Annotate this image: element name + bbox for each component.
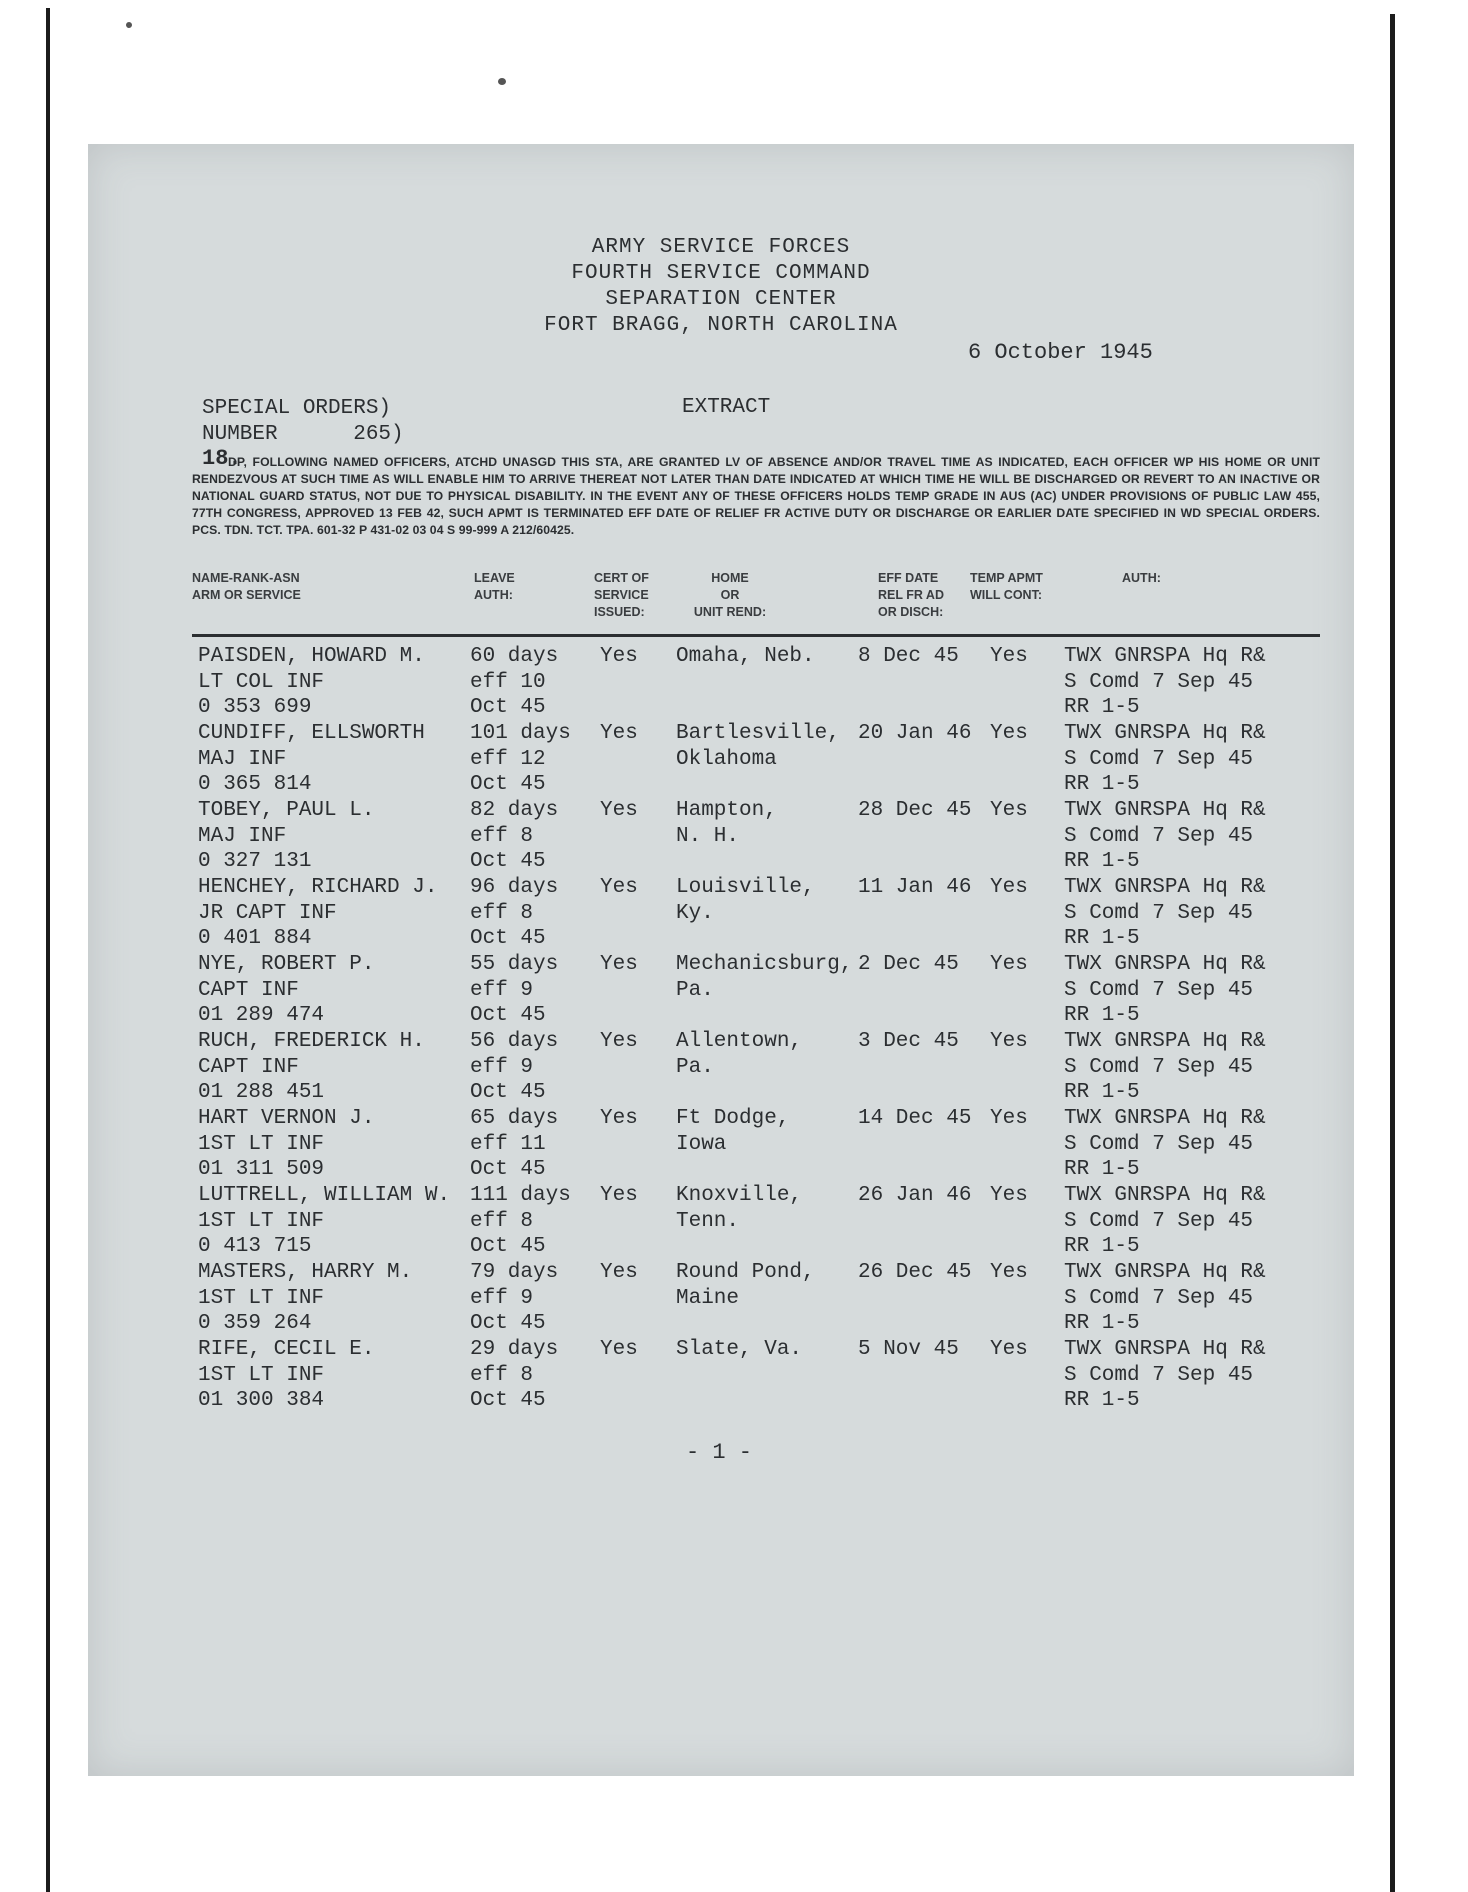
eff-date-cell: 28 Dec 45: [858, 799, 972, 822]
eff-date-cell: 8 Dec 45: [858, 645, 959, 668]
paragraph-text: DP, FOLLOWING NAMED OFFICERS, ATCHD UNASGD THIS STA, ARE GRANTED LV OF ABSENCE AND/OR TRAVEL TIME AS INDICATED, EACH OFFICER WP HIS HOME OR UNIT RENDEZVOUS AT SUCH TIME AS WILL ENABLE HIM TO ARRIVE THEREAT NOT LATER THAN DATE INDICATED AT WHICH TIME HE WILL BE DISCHARGED OR REVERT TO AN INACTIVE OR NATIONAL GUARD STATUS, NOT DUE TO PHYSICAL DISABILITY. IN THE EVENT ANY OF THESE OFFICERS HOLDS TEMP GRADE IN AUS (AC) UNDER PROVISIONS OF PUBLIC LAW 455, 77TH CONGRESS, APPROVED 13 FEB 42, SUCH APMT IS TERMINATED EFF DATE OF RELIEF FR ACTIVE DUTY OR DISCHARGE OR EARLIER DATE SPECIFIED IN WD SPECIAL ORDERS. PCS. TDN. TCT. TPA. 601-32 P 431-02 03 04 S 99-999 A 212/60425.: [192, 455, 1320, 537]
temp-apmt-cell: Yes: [990, 1338, 1028, 1361]
table-row: [88, 952, 1354, 1029]
officer-name-cell: RIFE, CECIL E. 1ST LT INF 01 300 384: [198, 1338, 375, 1413]
eff-date-cell: 11 Jan 46: [858, 876, 972, 899]
officer-name-cell: CUNDIFF, ELLSWORTH MAJ INF 0 365 814: [198, 722, 425, 797]
home-cell: Slate, Va.: [676, 1338, 803, 1361]
eff-date-cell: 3 Dec 45: [858, 1030, 959, 1053]
auth-cell: TWX GNRSPA Hq R& S Comd 7 Sep 45 RR 1-5: [1064, 722, 1266, 797]
table-row: [88, 798, 1354, 875]
table-row: [88, 1260, 1354, 1337]
home-cell: Louisville, Ky.: [676, 876, 815, 925]
temp-apmt-cell: Yes: [990, 1030, 1028, 1053]
header-line: FORT BRAGG, NORTH CAROLINA: [544, 314, 898, 337]
cert-cell: Yes: [600, 799, 638, 822]
officer-name-cell: RUCH, FREDERICK H. CAPT INF 01 288 451: [198, 1030, 425, 1105]
home-cell: Omaha, Neb.: [676, 645, 815, 668]
column-header-eff-date: EFF DATE REL FR AD OR DISCH:: [878, 571, 944, 619]
leave-cell: 65 days eff 11 Oct 45: [470, 1107, 559, 1182]
binder-edge-right: [1390, 14, 1395, 1892]
special-orders-label: SPECIAL ORDERS): [202, 397, 392, 420]
column-header-cert: CERT OF SERVICE ISSUED:: [594, 571, 649, 619]
eff-date-cell: 2 Dec 45: [858, 953, 959, 976]
cert-cell: Yes: [600, 876, 638, 899]
table-row: [88, 721, 1354, 798]
leave-cell: 111 days eff 8 Oct 45: [470, 1184, 571, 1259]
leave-cell: 29 days eff 8 Oct 45: [470, 1338, 559, 1413]
binder-edge-left: [46, 8, 50, 1892]
auth-cell: TWX GNRSPA Hq R& S Comd 7 Sep 45 RR 1-5: [1064, 1030, 1266, 1105]
home-cell: Hampton, N. H.: [676, 799, 777, 848]
cert-cell: Yes: [600, 1338, 638, 1361]
cert-cell: Yes: [600, 953, 638, 976]
officer-name-cell: LUTTRELL, WILLIAM W. 1ST LT INF 0 413 715: [198, 1184, 451, 1259]
column-header-home: HOME OR UNIT REND:: [693, 571, 767, 619]
column-header-leave: LEAVE AUTH:: [474, 571, 515, 602]
table-row: [88, 875, 1354, 952]
home-cell: Knoxville, Tenn.: [676, 1184, 803, 1233]
column-header-name: NAME-RANK-ASN ARM OR SERVICE: [192, 571, 301, 602]
leave-cell: 96 days eff 8 Oct 45: [470, 876, 559, 951]
cert-cell: Yes: [600, 722, 638, 745]
order-date: 6 October 1945: [968, 340, 1153, 365]
temp-apmt-cell: Yes: [990, 645, 1028, 668]
cert-cell: Yes: [600, 1107, 638, 1130]
auth-cell: TWX GNRSPA Hq R& S Comd 7 Sep 45 RR 1-5: [1064, 1338, 1266, 1413]
cert-cell: Yes: [600, 645, 638, 668]
order-number: NUMBER 265): [202, 423, 404, 446]
eff-date-cell: 26 Dec 45: [858, 1261, 972, 1284]
auth-cell: TWX GNRSPA Hq R& S Comd 7 Sep 45 RR 1-5: [1064, 799, 1266, 874]
table-row: [88, 1337, 1354, 1414]
temp-apmt-cell: Yes: [990, 1107, 1028, 1130]
home-cell: Ft Dodge, Iowa: [676, 1107, 790, 1156]
eff-date-cell: 26 Jan 46: [858, 1184, 972, 1207]
page-number: - 1 -: [686, 1440, 753, 1465]
temp-apmt-cell: Yes: [990, 1261, 1028, 1284]
header-line: ARMY SERVICE FORCES: [591, 236, 851, 259]
auth-cell: TWX GNRSPA Hq R& S Comd 7 Sep 45 RR 1-5: [1064, 645, 1266, 720]
temp-apmt-cell: Yes: [990, 953, 1028, 976]
leave-cell: 55 days eff 9 Oct 45: [470, 953, 559, 1028]
eff-date-cell: 14 Dec 45: [858, 1107, 972, 1130]
paragraph-number: 18.: [202, 446, 242, 471]
cert-cell: Yes: [600, 1184, 638, 1207]
leave-cell: 60 days eff 10 Oct 45: [470, 645, 559, 720]
home-cell: Round Pond, Maine: [676, 1261, 815, 1310]
header-divider: [192, 634, 1320, 637]
officer-name-cell: MASTERS, HARRY M. 1ST LT INF 0 359 264: [198, 1261, 413, 1336]
table-row: [88, 1183, 1354, 1260]
special-orders-block: [202, 396, 404, 448]
column-header-auth: AUTH:: [1122, 571, 1161, 585]
officer-name-cell: HART VERNON J. 1ST LT INF 01 311 509: [198, 1107, 375, 1182]
eff-date-cell: 20 Jan 46: [858, 722, 972, 745]
speck: [498, 78, 506, 85]
table-row: [88, 1029, 1354, 1106]
temp-apmt-cell: Yes: [990, 876, 1028, 899]
table-row: [88, 1106, 1354, 1183]
officer-name-cell: HENCHEY, RICHARD J. JR CAPT INF 0 401 884: [198, 876, 438, 951]
home-cell: Allentown, Pa.: [676, 1030, 803, 1079]
officer-name-cell: PAISDEN, HOWARD M. LT COL INF 0 353 699: [198, 645, 425, 720]
auth-cell: TWX GNRSPA Hq R& S Comd 7 Sep 45 RR 1-5: [1064, 876, 1266, 951]
document-page: [88, 144, 1354, 1776]
speck: [126, 22, 132, 28]
auth-cell: TWX GNRSPA Hq R& S Comd 7 Sep 45 RR 1-5: [1064, 1107, 1266, 1182]
leave-cell: 79 days eff 9 Oct 45: [470, 1261, 559, 1336]
officer-name-cell: NYE, ROBERT P. CAPT INF 01 289 474: [198, 953, 375, 1028]
cert-cell: Yes: [600, 1030, 638, 1053]
header-line: FOURTH SERVICE COMMAND: [571, 262, 871, 285]
leave-cell: 82 days eff 8 Oct 45: [470, 799, 559, 874]
temp-apmt-cell: Yes: [990, 722, 1028, 745]
eff-date-cell: 5 Nov 45: [858, 1338, 959, 1361]
cert-cell: Yes: [600, 1261, 638, 1284]
temp-apmt-cell: Yes: [990, 799, 1028, 822]
table-row: [88, 644, 1354, 721]
auth-cell: TWX GNRSPA Hq R& S Comd 7 Sep 45 RR 1-5: [1064, 953, 1266, 1028]
column-header-temp-apmt: TEMP APMT WILL CONT:: [970, 571, 1043, 602]
extract-label: EXTRACT: [682, 396, 771, 419]
home-cell: Mechanicsburg, Pa.: [676, 953, 853, 1002]
leave-cell: 101 days eff 12 Oct 45: [470, 722, 571, 797]
temp-apmt-cell: Yes: [990, 1184, 1028, 1207]
auth-cell: TWX GNRSPA Hq R& S Comd 7 Sep 45 RR 1-5: [1064, 1184, 1266, 1259]
home-cell: Bartlesville, Oklahoma: [676, 722, 840, 771]
officer-name-cell: TOBEY, PAUL L. MAJ INF 0 327 131: [198, 799, 375, 874]
header-line: SEPARATION CENTER: [605, 288, 837, 311]
auth-cell: TWX GNRSPA Hq R& S Comd 7 Sep 45 RR 1-5: [1064, 1261, 1266, 1336]
leave-cell: 56 days eff 9 Oct 45: [470, 1030, 559, 1105]
